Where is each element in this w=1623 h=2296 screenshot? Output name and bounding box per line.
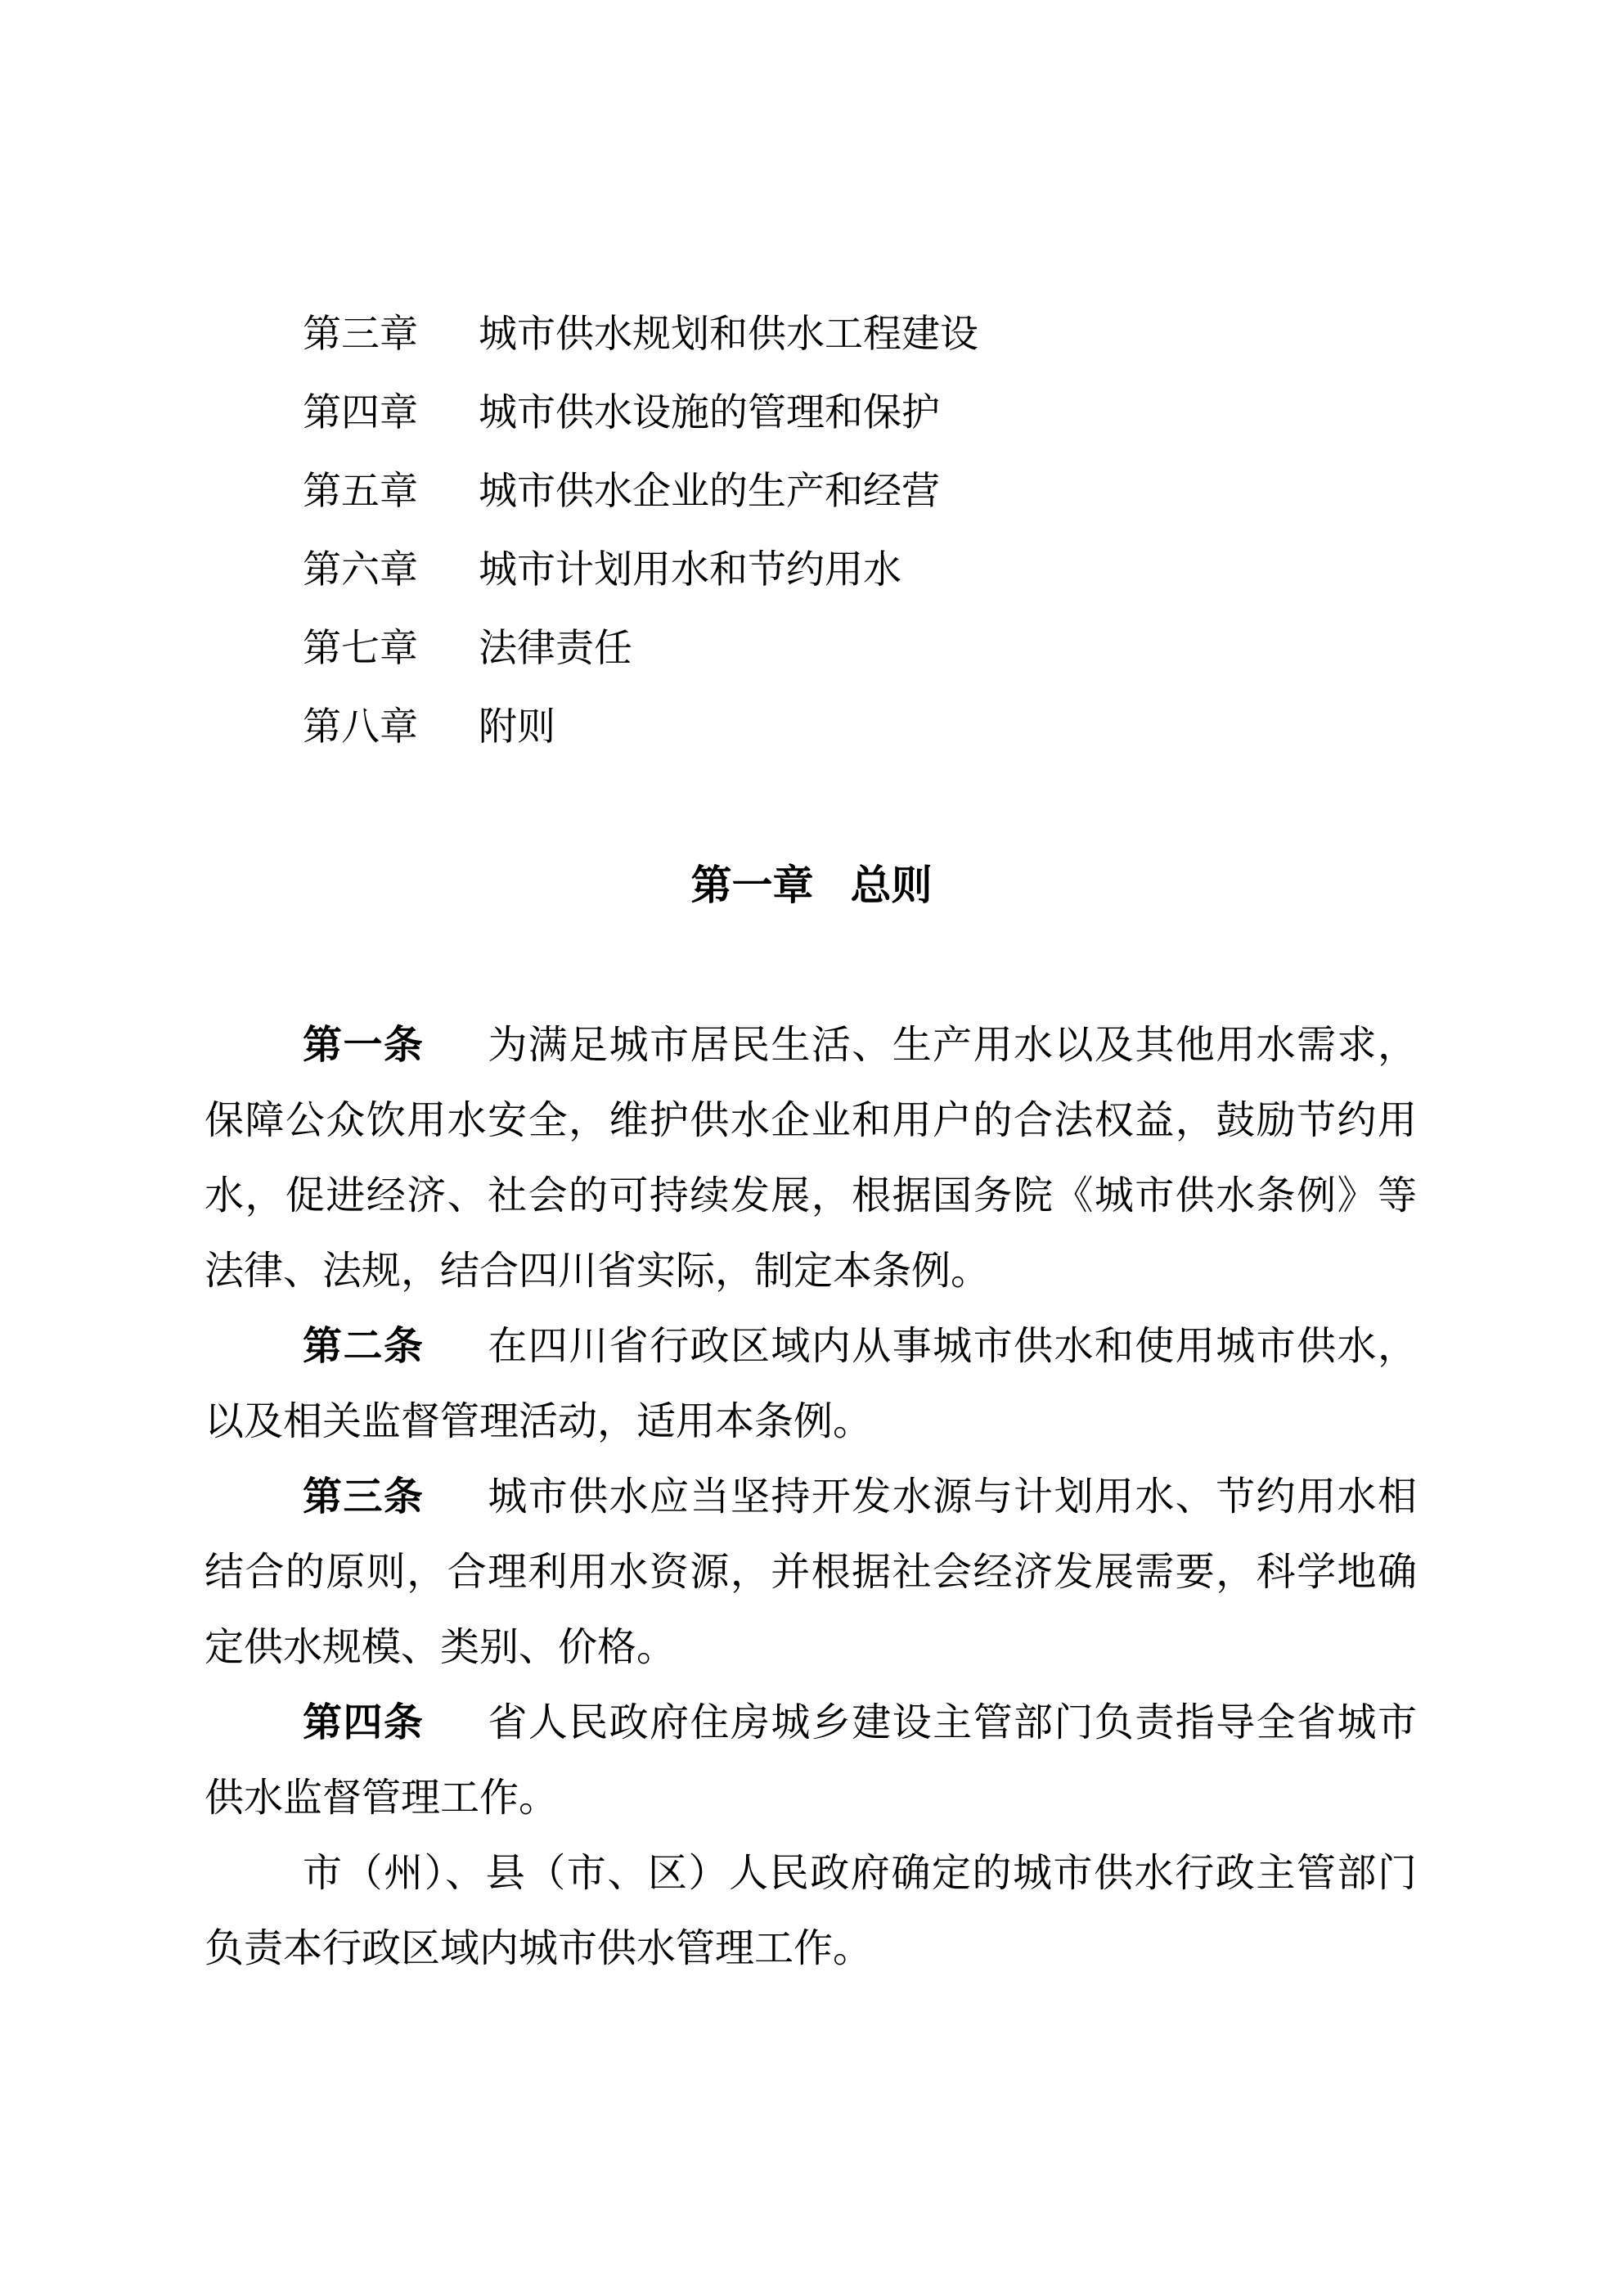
article-number: 第二条 [303, 1325, 425, 1368]
toc-chapter-number: 第四章 [303, 390, 418, 434]
article-paragraph [205, 1686, 1417, 1836]
article-text: 在四川省行政区域内从事城市供水和使用城市供水，以及相关监督管理活动，适用本条例。 [205, 1325, 1417, 1443]
toc-item [303, 530, 1418, 609]
chapter-number: 第一章 [690, 862, 814, 908]
article-text: 市（州）、县（市、区）人民政府确定的城市供水行政主管部门负责本行政区域内城市供水管理工作。 [205, 1852, 1417, 1970]
article-paragraph [205, 1309, 1417, 1460]
toc-chapter-number: 第五章 [303, 469, 418, 512]
toc-chapter-number: 第六章 [303, 547, 418, 591]
toc-chapter-number: 第三章 [303, 312, 418, 355]
article-number: 第三条 [303, 1475, 425, 1519]
article-paragraph [205, 1460, 1417, 1686]
article-paragraph [205, 1836, 1417, 1987]
toc-chapter-title: 城市供水企业的生产和经营 [479, 469, 940, 512]
chapter-title: 总则 [850, 862, 933, 908]
article-number: 第一条 [303, 1024, 425, 1067]
toc-item [303, 687, 1418, 766]
article-number: 第四条 [303, 1701, 425, 1745]
toc-chapter-title: 附则 [479, 705, 555, 748]
toc-chapter-number: 第八章 [303, 705, 418, 748]
toc-chapter-number: 第七章 [303, 626, 418, 669]
article-text: 城市供水应当坚持开发水源与计划用水、节约用水相结合的原则，合理利用水资源，并根据社会经济发展需要，科学地确定供水规模、类别、价格。 [205, 1475, 1417, 1669]
toc-chapter-title: 法律责任 [479, 626, 632, 669]
toc-item [303, 373, 1418, 452]
table-of-contents [205, 295, 1418, 766]
article-text: 为满足城市居民生活、生产用水以及其他用水需求，保障公众饮用水安全，维护供水企业和用户的合法权益，鼓励节约用水，促进经济、社会的可持续发展，根据国务院《城市供水条例》等法律、法规，结合四川省实际，制定本条例。 [205, 1024, 1417, 1293]
article-paragraph [205, 1008, 1417, 1309]
toc-chapter-title: 城市供水设施的管理和保护 [479, 390, 940, 434]
article-body [205, 1008, 1417, 1987]
toc-item [303, 452, 1418, 530]
article-text: 省人民政府住房城乡建设主管部门负责指导全省城市供水监督管理工作。 [205, 1701, 1417, 1820]
toc-item [303, 609, 1418, 687]
toc-chapter-title: 城市供水规划和供水工程建设 [479, 312, 978, 355]
toc-chapter-title: 城市计划用水和节约用水 [479, 547, 901, 591]
toc-item [303, 295, 1418, 373]
chapter-heading [0, 846, 1623, 925]
